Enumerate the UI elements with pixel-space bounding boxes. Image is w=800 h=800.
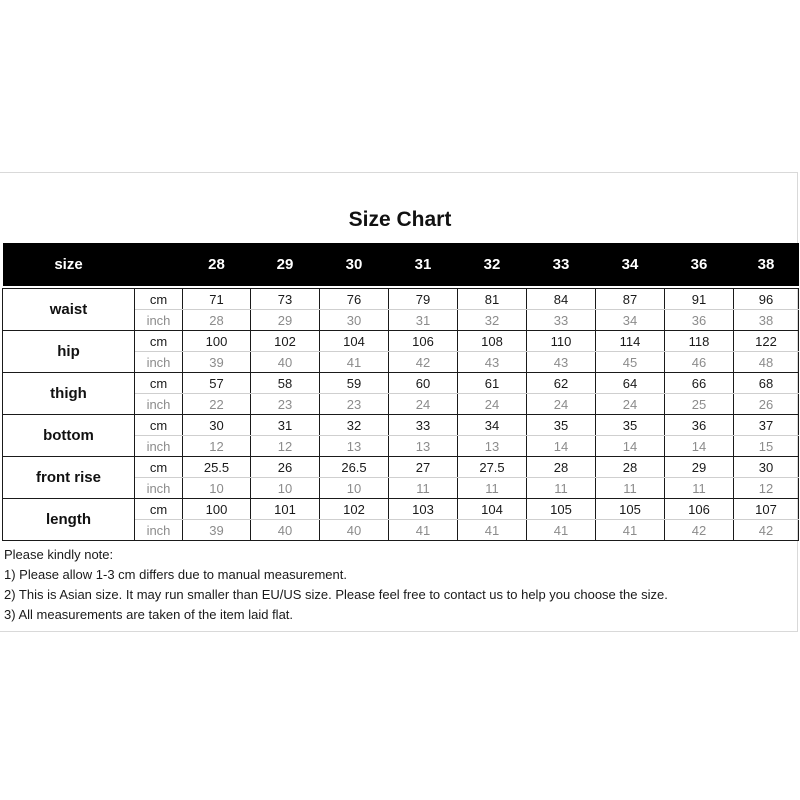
- value-cell-cm: 108: [458, 331, 527, 352]
- value-cell-cm: 71: [183, 289, 251, 310]
- size-header-cell: 30: [320, 243, 389, 286]
- value-cell-inch: 42: [389, 352, 458, 373]
- value-cell-cm: 33: [389, 415, 458, 436]
- value-cell-cm: 58: [251, 373, 320, 394]
- value-cell-inch: 48: [734, 352, 799, 373]
- unit-label-inch: inch: [135, 436, 183, 457]
- value-cell-inch: 38: [734, 310, 799, 331]
- value-cell-inch: 26: [734, 394, 799, 415]
- value-cell-inch: 36: [665, 310, 734, 331]
- unit-label-cm: cm: [135, 289, 183, 310]
- value-cell-inch: 10: [251, 478, 320, 499]
- value-cell-inch: 40: [251, 352, 320, 373]
- value-cell-inch: 24: [527, 394, 596, 415]
- value-cell-cm: 59: [320, 373, 389, 394]
- value-cell-cm: 79: [389, 289, 458, 310]
- value-cell-cm: 103: [389, 499, 458, 520]
- value-cell-cm: 84: [527, 289, 596, 310]
- value-cell-cm: 28: [596, 457, 665, 478]
- value-cell-cm: 27.5: [458, 457, 527, 478]
- value-cell-cm: 25.5: [183, 457, 251, 478]
- value-cell-cm: 28: [527, 457, 596, 478]
- value-cell-cm: 31: [251, 415, 320, 436]
- unit-label-cm: cm: [135, 331, 183, 352]
- value-cell-cm: 106: [389, 331, 458, 352]
- value-cell-cm: 68: [734, 373, 799, 394]
- measurement-name: front rise: [3, 457, 135, 499]
- value-cell-cm: 87: [596, 289, 665, 310]
- value-cell-inch: 11: [665, 478, 734, 499]
- value-cell-cm: 107: [734, 499, 799, 520]
- value-cell-cm: 35: [596, 415, 665, 436]
- unit-label-inch: inch: [135, 310, 183, 331]
- value-cell-inch: 40: [320, 520, 389, 541]
- value-cell-cm: 73: [251, 289, 320, 310]
- value-cell-inch: 43: [527, 352, 596, 373]
- unit-label-inch: inch: [135, 352, 183, 373]
- value-cell-cm: 76: [320, 289, 389, 310]
- value-cell-cm: 101: [251, 499, 320, 520]
- measurement-name: hip: [3, 331, 135, 373]
- value-cell-cm: 105: [527, 499, 596, 520]
- value-cell-inch: 25: [665, 394, 734, 415]
- unit-label-cm: cm: [135, 499, 183, 520]
- value-cell-inch: 32: [458, 310, 527, 331]
- value-cell-inch: 43: [458, 352, 527, 373]
- value-cell-cm: 102: [320, 499, 389, 520]
- unit-label-inch: inch: [135, 520, 183, 541]
- measurement-name: waist: [3, 289, 135, 331]
- value-cell-inch: 46: [665, 352, 734, 373]
- value-cell-cm: 100: [183, 499, 251, 520]
- size-header-row: [3, 243, 799, 286]
- value-cell-cm: 104: [458, 499, 527, 520]
- measurement-name: thigh: [3, 373, 135, 415]
- value-cell-cm: 32: [320, 415, 389, 436]
- value-cell-cm: 118: [665, 331, 734, 352]
- value-cell-inch: 13: [320, 436, 389, 457]
- value-cell-inch: 29: [251, 310, 320, 331]
- unit-header-blank: [135, 243, 183, 286]
- value-cell-inch: 14: [527, 436, 596, 457]
- value-cell-inch: 23: [320, 394, 389, 415]
- value-cell-cm: 106: [665, 499, 734, 520]
- value-cell-cm: 100: [183, 331, 251, 352]
- size-header-cell: 34: [596, 243, 665, 286]
- value-cell-inch: 24: [389, 394, 458, 415]
- value-cell-cm: 105: [596, 499, 665, 520]
- value-cell-cm: 29: [665, 457, 734, 478]
- value-cell-inch: 41: [389, 520, 458, 541]
- value-cell-cm: 114: [596, 331, 665, 352]
- value-cell-cm: 27: [389, 457, 458, 478]
- table-row: [3, 415, 799, 436]
- size-header-cell: 31: [389, 243, 458, 286]
- size-table-body: [3, 289, 799, 541]
- value-cell-inch: 12: [183, 436, 251, 457]
- value-cell-cm: 62: [527, 373, 596, 394]
- unit-label-cm: cm: [135, 373, 183, 394]
- value-cell-inch: 39: [183, 352, 251, 373]
- value-cell-cm: 81: [458, 289, 527, 310]
- value-cell-inch: 28: [183, 310, 251, 331]
- chart-title: Size Chart: [348, 208, 452, 231]
- value-cell-cm: 122: [734, 331, 799, 352]
- value-cell-cm: 64: [596, 373, 665, 394]
- value-cell-inch: 40: [251, 520, 320, 541]
- value-cell-inch: 14: [596, 436, 665, 457]
- value-cell-inch: 11: [596, 478, 665, 499]
- value-cell-inch: 41: [527, 520, 596, 541]
- value-cell-inch: 14: [665, 436, 734, 457]
- size-header-cell: 29: [251, 243, 320, 286]
- table-row: [3, 457, 799, 478]
- size-notes: [4, 545, 794, 625]
- note-item: 2) This is Asian size. It may run smaller than EU/US size. Please feel free to contact us to help you choose the size.: [4, 587, 668, 602]
- unit-label-inch: inch: [135, 394, 183, 415]
- value-cell-inch: 13: [458, 436, 527, 457]
- value-cell-inch: 42: [665, 520, 734, 541]
- value-cell-inch: 42: [734, 520, 799, 541]
- measurement-name: length: [3, 499, 135, 541]
- value-cell-cm: 34: [458, 415, 527, 436]
- value-cell-inch: 23: [251, 394, 320, 415]
- unit-label-cm: cm: [135, 457, 183, 478]
- value-cell-cm: 66: [665, 373, 734, 394]
- value-cell-cm: 102: [251, 331, 320, 352]
- value-cell-cm: 96: [734, 289, 799, 310]
- size-header-cell: 32: [458, 243, 527, 286]
- value-cell-inch: 45: [596, 352, 665, 373]
- value-cell-inch: 34: [596, 310, 665, 331]
- table-row: [3, 331, 799, 352]
- value-cell-inch: 11: [527, 478, 596, 499]
- unit-label-inch: inch: [135, 478, 183, 499]
- table-row: [3, 373, 799, 394]
- value-cell-cm: 61: [458, 373, 527, 394]
- value-cell-inch: 12: [734, 478, 799, 499]
- table-row: [3, 499, 799, 520]
- value-cell-cm: 30: [183, 415, 251, 436]
- size-header-cell: 36: [665, 243, 734, 286]
- value-cell-cm: 104: [320, 331, 389, 352]
- value-cell-inch: 41: [596, 520, 665, 541]
- value-cell-cm: 26.5: [320, 457, 389, 478]
- note-item: 3) All measurements are taken of the item laid flat.: [4, 607, 294, 622]
- value-cell-inch: 22: [183, 394, 251, 415]
- value-cell-inch: 24: [458, 394, 527, 415]
- value-cell-inch: 11: [458, 478, 527, 499]
- size-chart-table: [2, 243, 799, 541]
- value-cell-cm: 35: [527, 415, 596, 436]
- unit-label-cm: cm: [135, 415, 183, 436]
- value-cell-inch: 41: [320, 352, 389, 373]
- value-cell-inch: 24: [596, 394, 665, 415]
- value-cell-inch: 13: [389, 436, 458, 457]
- value-cell-inch: 12: [251, 436, 320, 457]
- value-cell-inch: 39: [183, 520, 251, 541]
- value-cell-cm: 37: [734, 415, 799, 436]
- size-header-cell: 33: [527, 243, 596, 286]
- table-row: [3, 289, 799, 310]
- value-cell-inch: 41: [458, 520, 527, 541]
- value-cell-inch: 10: [320, 478, 389, 499]
- value-cell-inch: 15: [734, 436, 799, 457]
- value-cell-inch: 11: [389, 478, 458, 499]
- value-cell-inch: 31: [389, 310, 458, 331]
- note-item: 1) Please allow 1-3 cm differs due to manual measurement.: [4, 567, 347, 582]
- value-cell-inch: 33: [527, 310, 596, 331]
- measurement-name: bottom: [3, 415, 135, 457]
- value-cell-cm: 91: [665, 289, 734, 310]
- value-cell-inch: 30: [320, 310, 389, 331]
- value-cell-cm: 57: [183, 373, 251, 394]
- size-header-label: size: [3, 243, 135, 286]
- size-header-cell: 28: [183, 243, 251, 286]
- value-cell-cm: 60: [389, 373, 458, 394]
- value-cell-inch: 10: [183, 478, 251, 499]
- value-cell-cm: 110: [527, 331, 596, 352]
- size-header-cell: 38: [734, 243, 799, 286]
- value-cell-cm: 26: [251, 457, 320, 478]
- value-cell-cm: 36: [665, 415, 734, 436]
- value-cell-cm: 30: [734, 457, 799, 478]
- notes-heading: Please kindly note:: [4, 547, 114, 562]
